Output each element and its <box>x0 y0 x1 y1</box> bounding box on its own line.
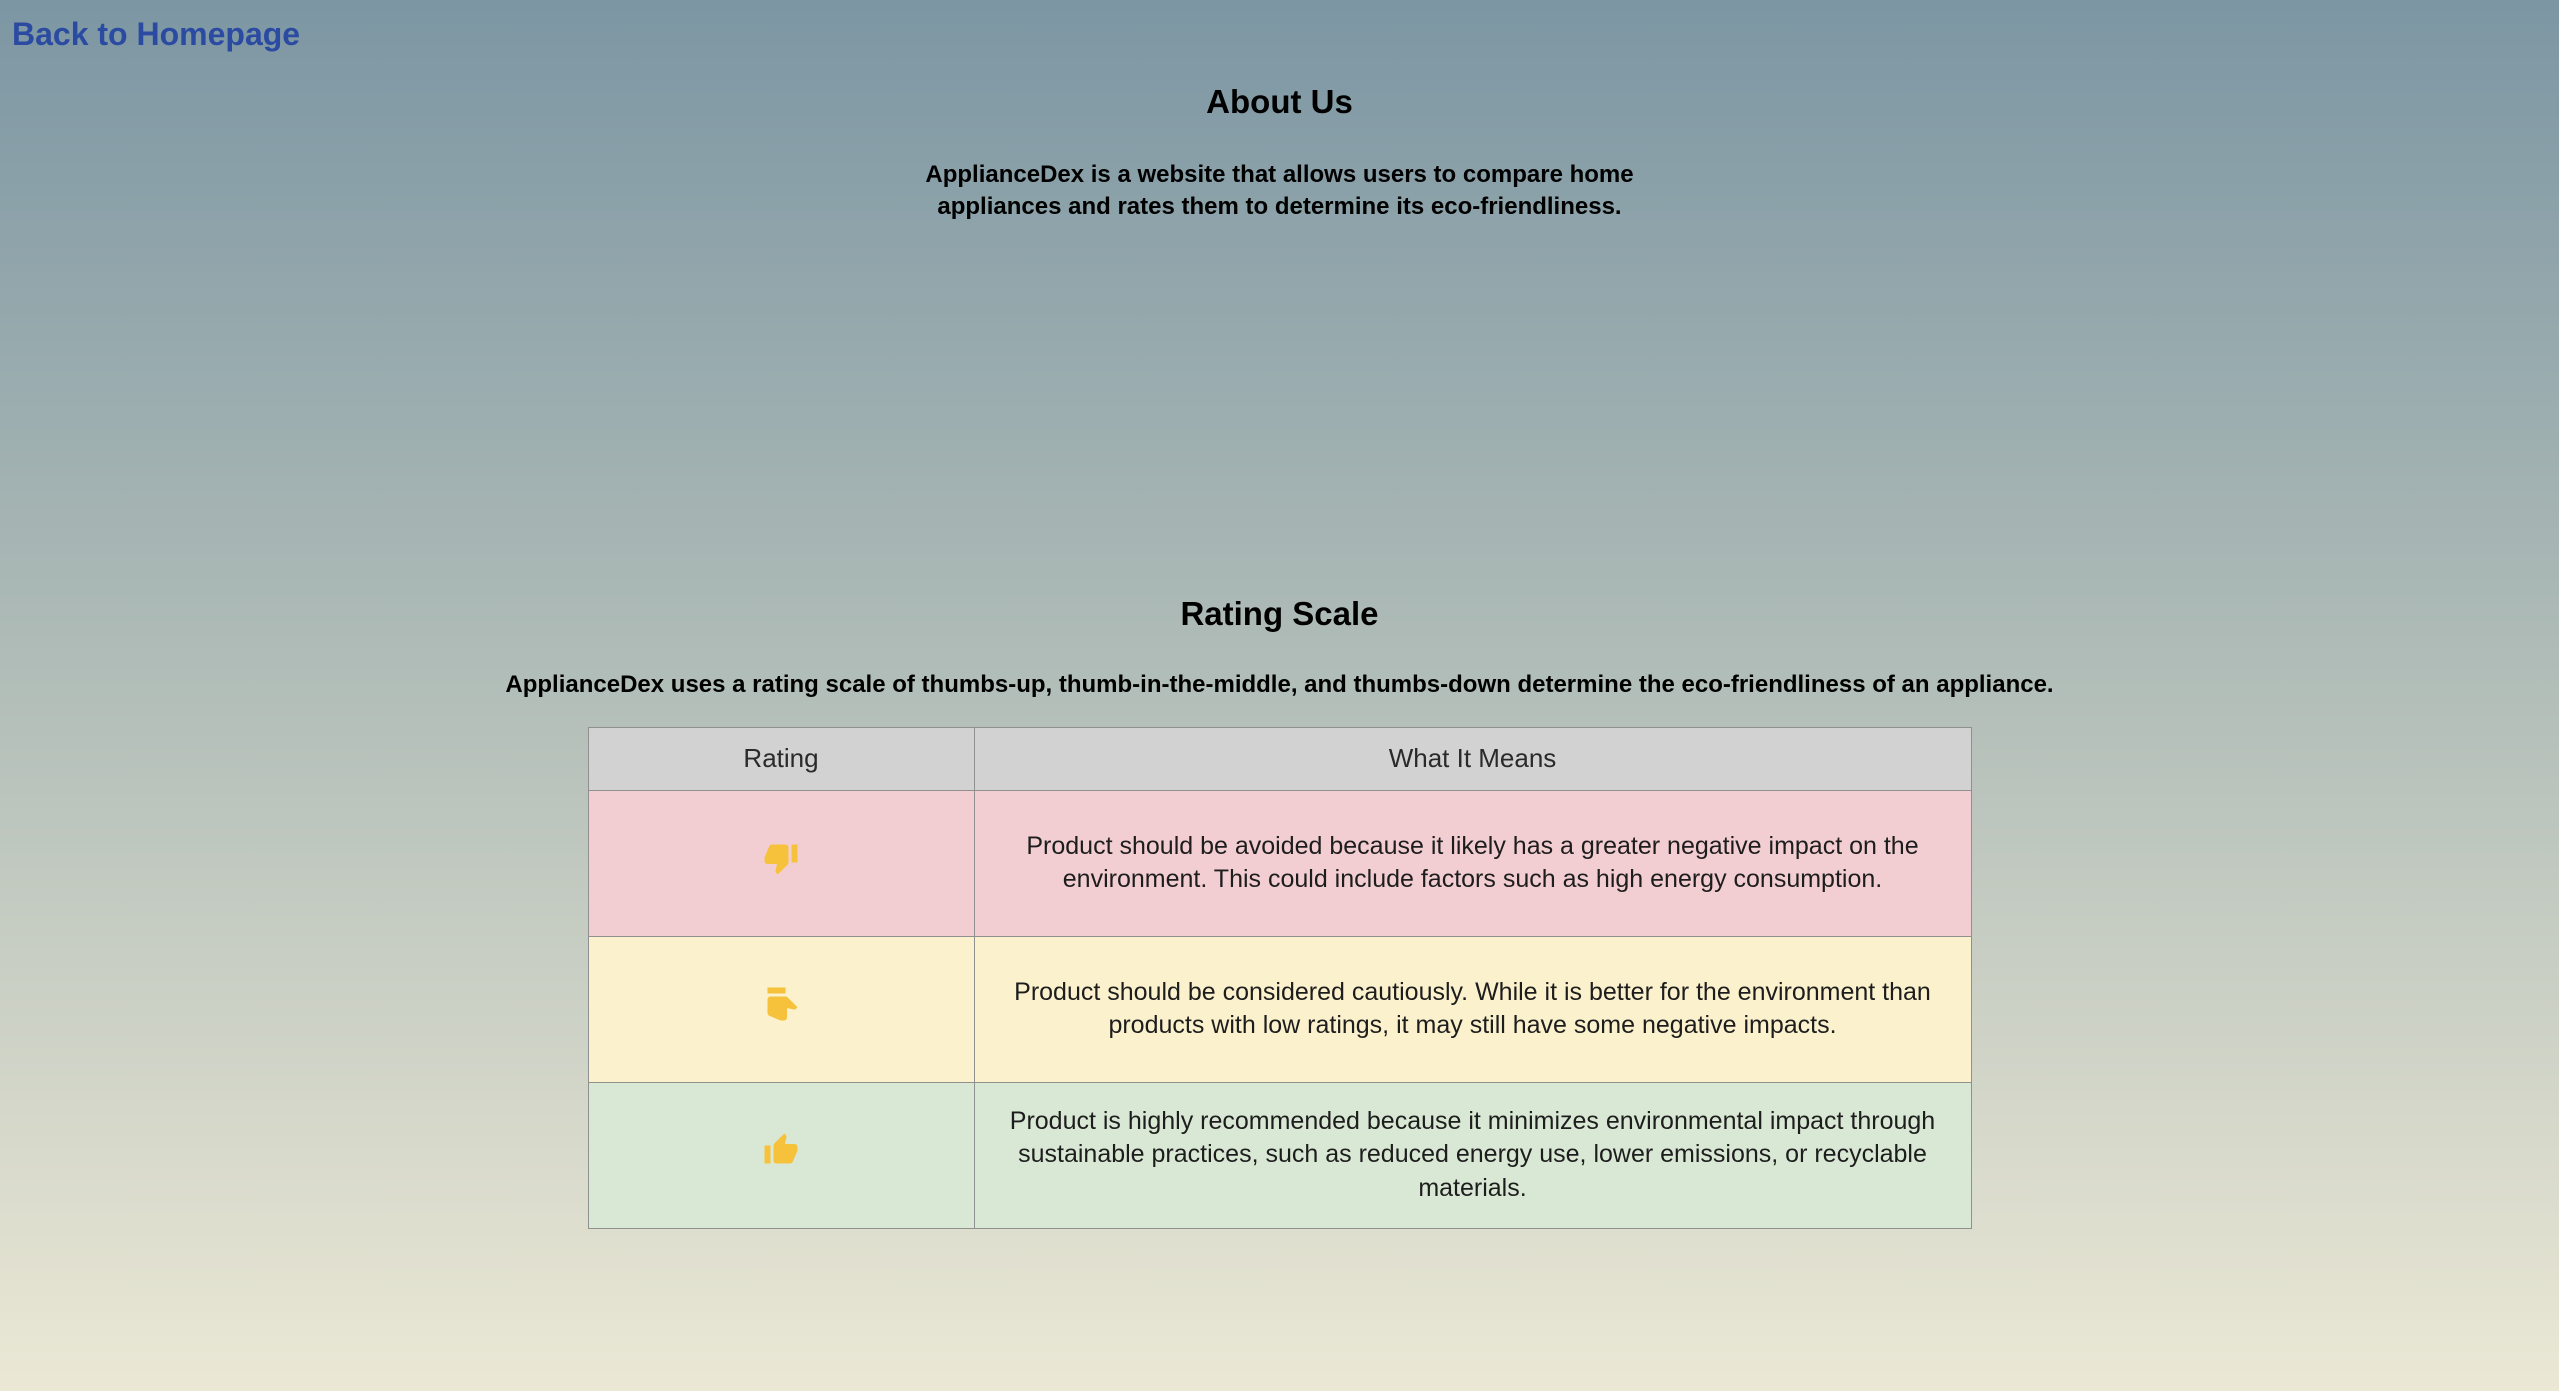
rating-meaning-text: Product should be considered cautiously. While it is better for the environment than products with low ratings, it may still have some negative impacts. <box>974 936 1971 1082</box>
rating-column-header: Rating <box>588 727 974 790</box>
rating-cell <box>588 790 974 936</box>
rating-table <box>588 727 1972 1229</box>
rating-cell <box>588 1082 974 1228</box>
rating-meaning-text: Product is highly recommended because it minimizes environmental impact through sustainable practices, such as reduced energy use, lower emissions, or recyclable materials. <box>974 1082 1971 1228</box>
table-row-thumbs-down <box>588 790 1971 936</box>
table-row-thumbs-up <box>588 1082 1971 1228</box>
rating-scale-description: ApplianceDex uses a rating scale of thumbs-up, thumb-in-the-middle, and thumbs-down determine the eco-friendliness of an appliance. <box>505 670 2054 698</box>
rating-meaning-text: Product should be avoided because it likely has a greater negative impact on the environment. This could include factors such as high energy consumption. <box>974 790 1971 936</box>
rating-table-header-row <box>588 727 1971 790</box>
thumb-middle-icon <box>763 986 799 1022</box>
about-title: About Us <box>1206 83 1353 120</box>
table-row-thumb-middle <box>588 936 1971 1082</box>
thumbs-up-icon <box>763 1132 799 1168</box>
rating-scale-title: Rating Scale <box>1180 594 1379 632</box>
meaning-column-header: What It Means <box>974 727 1971 790</box>
about-description: ApplianceDex is a website that allows users to compare home appliances and rates them to determine its eco-friendliness. <box>925 161 1634 220</box>
back-to-homepage-link[interactable]: Back to Homepage <box>12 16 301 52</box>
thumbs-down-icon <box>763 840 799 876</box>
rating-cell <box>588 936 974 1082</box>
